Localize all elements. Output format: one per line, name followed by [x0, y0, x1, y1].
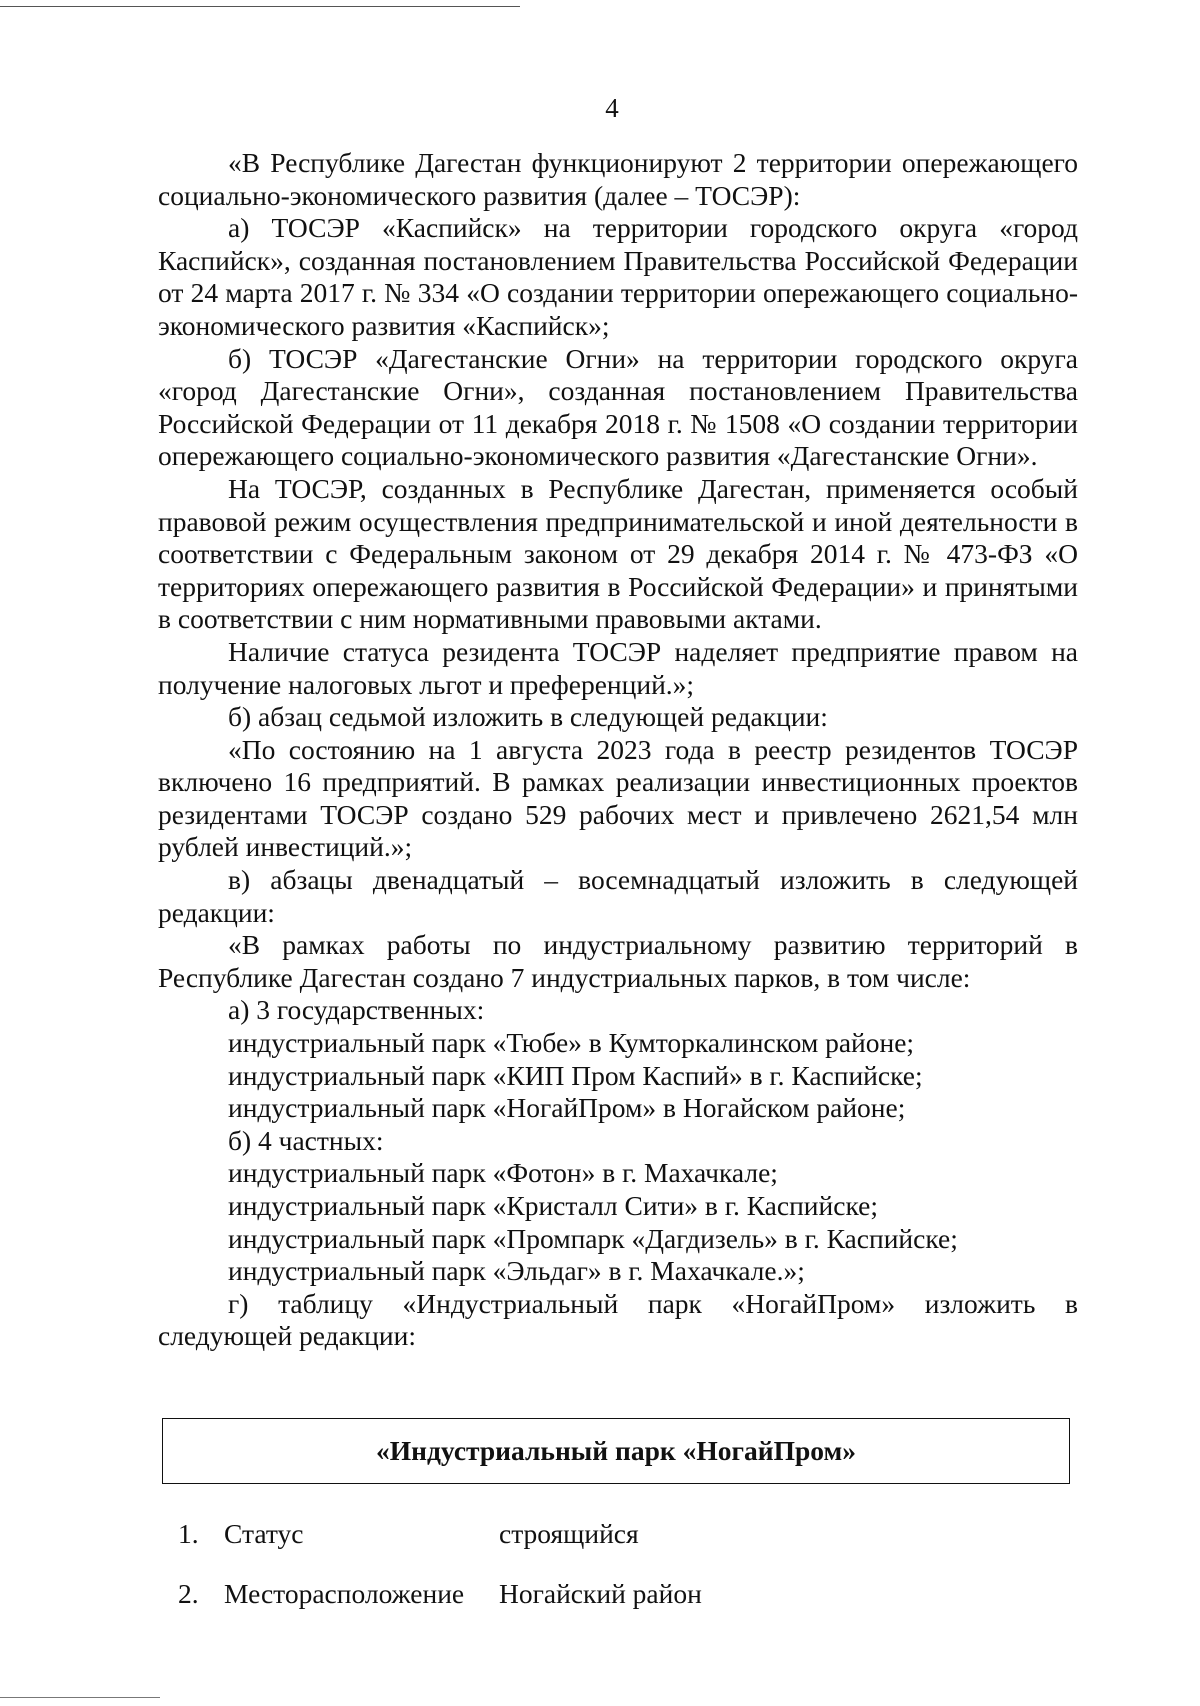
row-number: 1.: [178, 1518, 199, 1549]
paragraph-residents-registry: «По состоянию на 1 августа 2023 года в реестр резидентов ТОСЭР включено 16 предприятий. В рамках реализации инвестиционных проектов резидентами ТОСЭР создано 529 рабочих мест и привлечено 2621,54 млн рублей инвестиций.»;: [158, 733, 1078, 863]
paragraph-industrial-parks: «В рамках работы по индустриальному развитию территорий в Республике Дагестан создано 7 индустриальных парков, в том числе:: [158, 929, 1078, 993]
paragraph-toser-dagogni: б) ТОСЭР «Дагестанские Огни» на территории городского округа «город Дагестанские Огни», созданная постановлением Правительства Российской Федерации от 11 декабря 2018 г. № 1508 «О создании территории опережающего социально-экономического развития «Дагестанские Огни».: [158, 342, 1078, 472]
paragraph-amendment-g: г) таблицу «Индустриальный парк «НогайПром» изложить в следующей редакции:: [158, 1287, 1078, 1352]
list-item-park-dagdizel: индустриальный парк «Промпарк «Дагдизель» в г. Каспийске;: [228, 1222, 958, 1254]
row-value: строящийся: [499, 1518, 639, 1549]
paragraph-toser-kaspiysk: а) ТОСЭР «Каспийск» на территории городского округа «город Каспийск», созданная постановлением Правительства Российской Федерации от 24 марта 2017 г. № 334 «О создании территории опережающего социально-экономического развития «Каспийск»;: [158, 212, 1078, 341]
paragraph-tosers-intro: «В Республике Дагестан функционируют 2 территории опережающего социально-экономического развития (далее – ТОСЭР):: [158, 147, 1078, 211]
list-item-state-header: а) 3 государственных:: [228, 994, 485, 1026]
list-item-park-tyube: индустриальный парк «Тюбе» в Кумторкалинском районе;: [228, 1027, 915, 1059]
row-label: Статус: [224, 1518, 304, 1549]
paragraph-legal-regime: На ТОСЭР, созданных в Республике Дагестан, применяется особый правовой режим осуществления предпринимательской и иной деятельности в соответствии с Федеральным законом от 29 декабря 2014 г. № 473-ФЗ «О территориях опережающего развития в Российской Федерации» и принятыми в соответствии с ним нормативными правовыми актами.: [158, 472, 1078, 635]
scan-edge-line: [0, 1697, 160, 1698]
table-row: [178, 1578, 1078, 1638]
row-number: 2.: [178, 1578, 199, 1609]
list-item-park-kip-prom: индустриальный парк «КИП Пром Каспий» в г. Каспийске;: [228, 1059, 923, 1091]
table-row: [178, 1518, 1078, 1578]
row-value: Ногайский район: [499, 1578, 702, 1609]
list-item-park-foton: индустриальный парк «Фотон» в г. Махачкале;: [228, 1157, 778, 1189]
paragraph-resident-status: Наличие статуса резидента ТОСЭР наделяет предприятие правом на получение налоговых льгот и преференций.»;: [158, 635, 1078, 700]
table-title-box: [162, 1418, 1070, 1484]
paragraph-amendment-b: б) абзац седьмой изложить в следующей редакции:: [228, 701, 828, 733]
list-item-park-eldag: индустриальный парк «Эльдаг» в г. Махачкале.»;: [228, 1255, 805, 1287]
table-title: «Индустриальный парк «НогайПром»: [376, 1435, 856, 1466]
list-item-private-header: б) 4 частных:: [228, 1124, 384, 1156]
list-item-park-nogaiprom: индустриальный парк «НогайПром» в Ногайском районе;: [228, 1092, 906, 1124]
park-info-table: [178, 1518, 1078, 1638]
page-number: 4: [605, 93, 619, 123]
scan-edge-line: [0, 6, 520, 7]
row-label: Месторасположение: [224, 1578, 465, 1609]
paragraph-amendment-v: в) абзацы двенадцатый – восемнадцатый изложить в следующей редакции:: [158, 864, 1078, 928]
document-body: [158, 147, 1078, 1353]
list-item-park-kristall: индустриальный парк «Кристалл Сити» в г. Каспийске;: [228, 1190, 878, 1221]
